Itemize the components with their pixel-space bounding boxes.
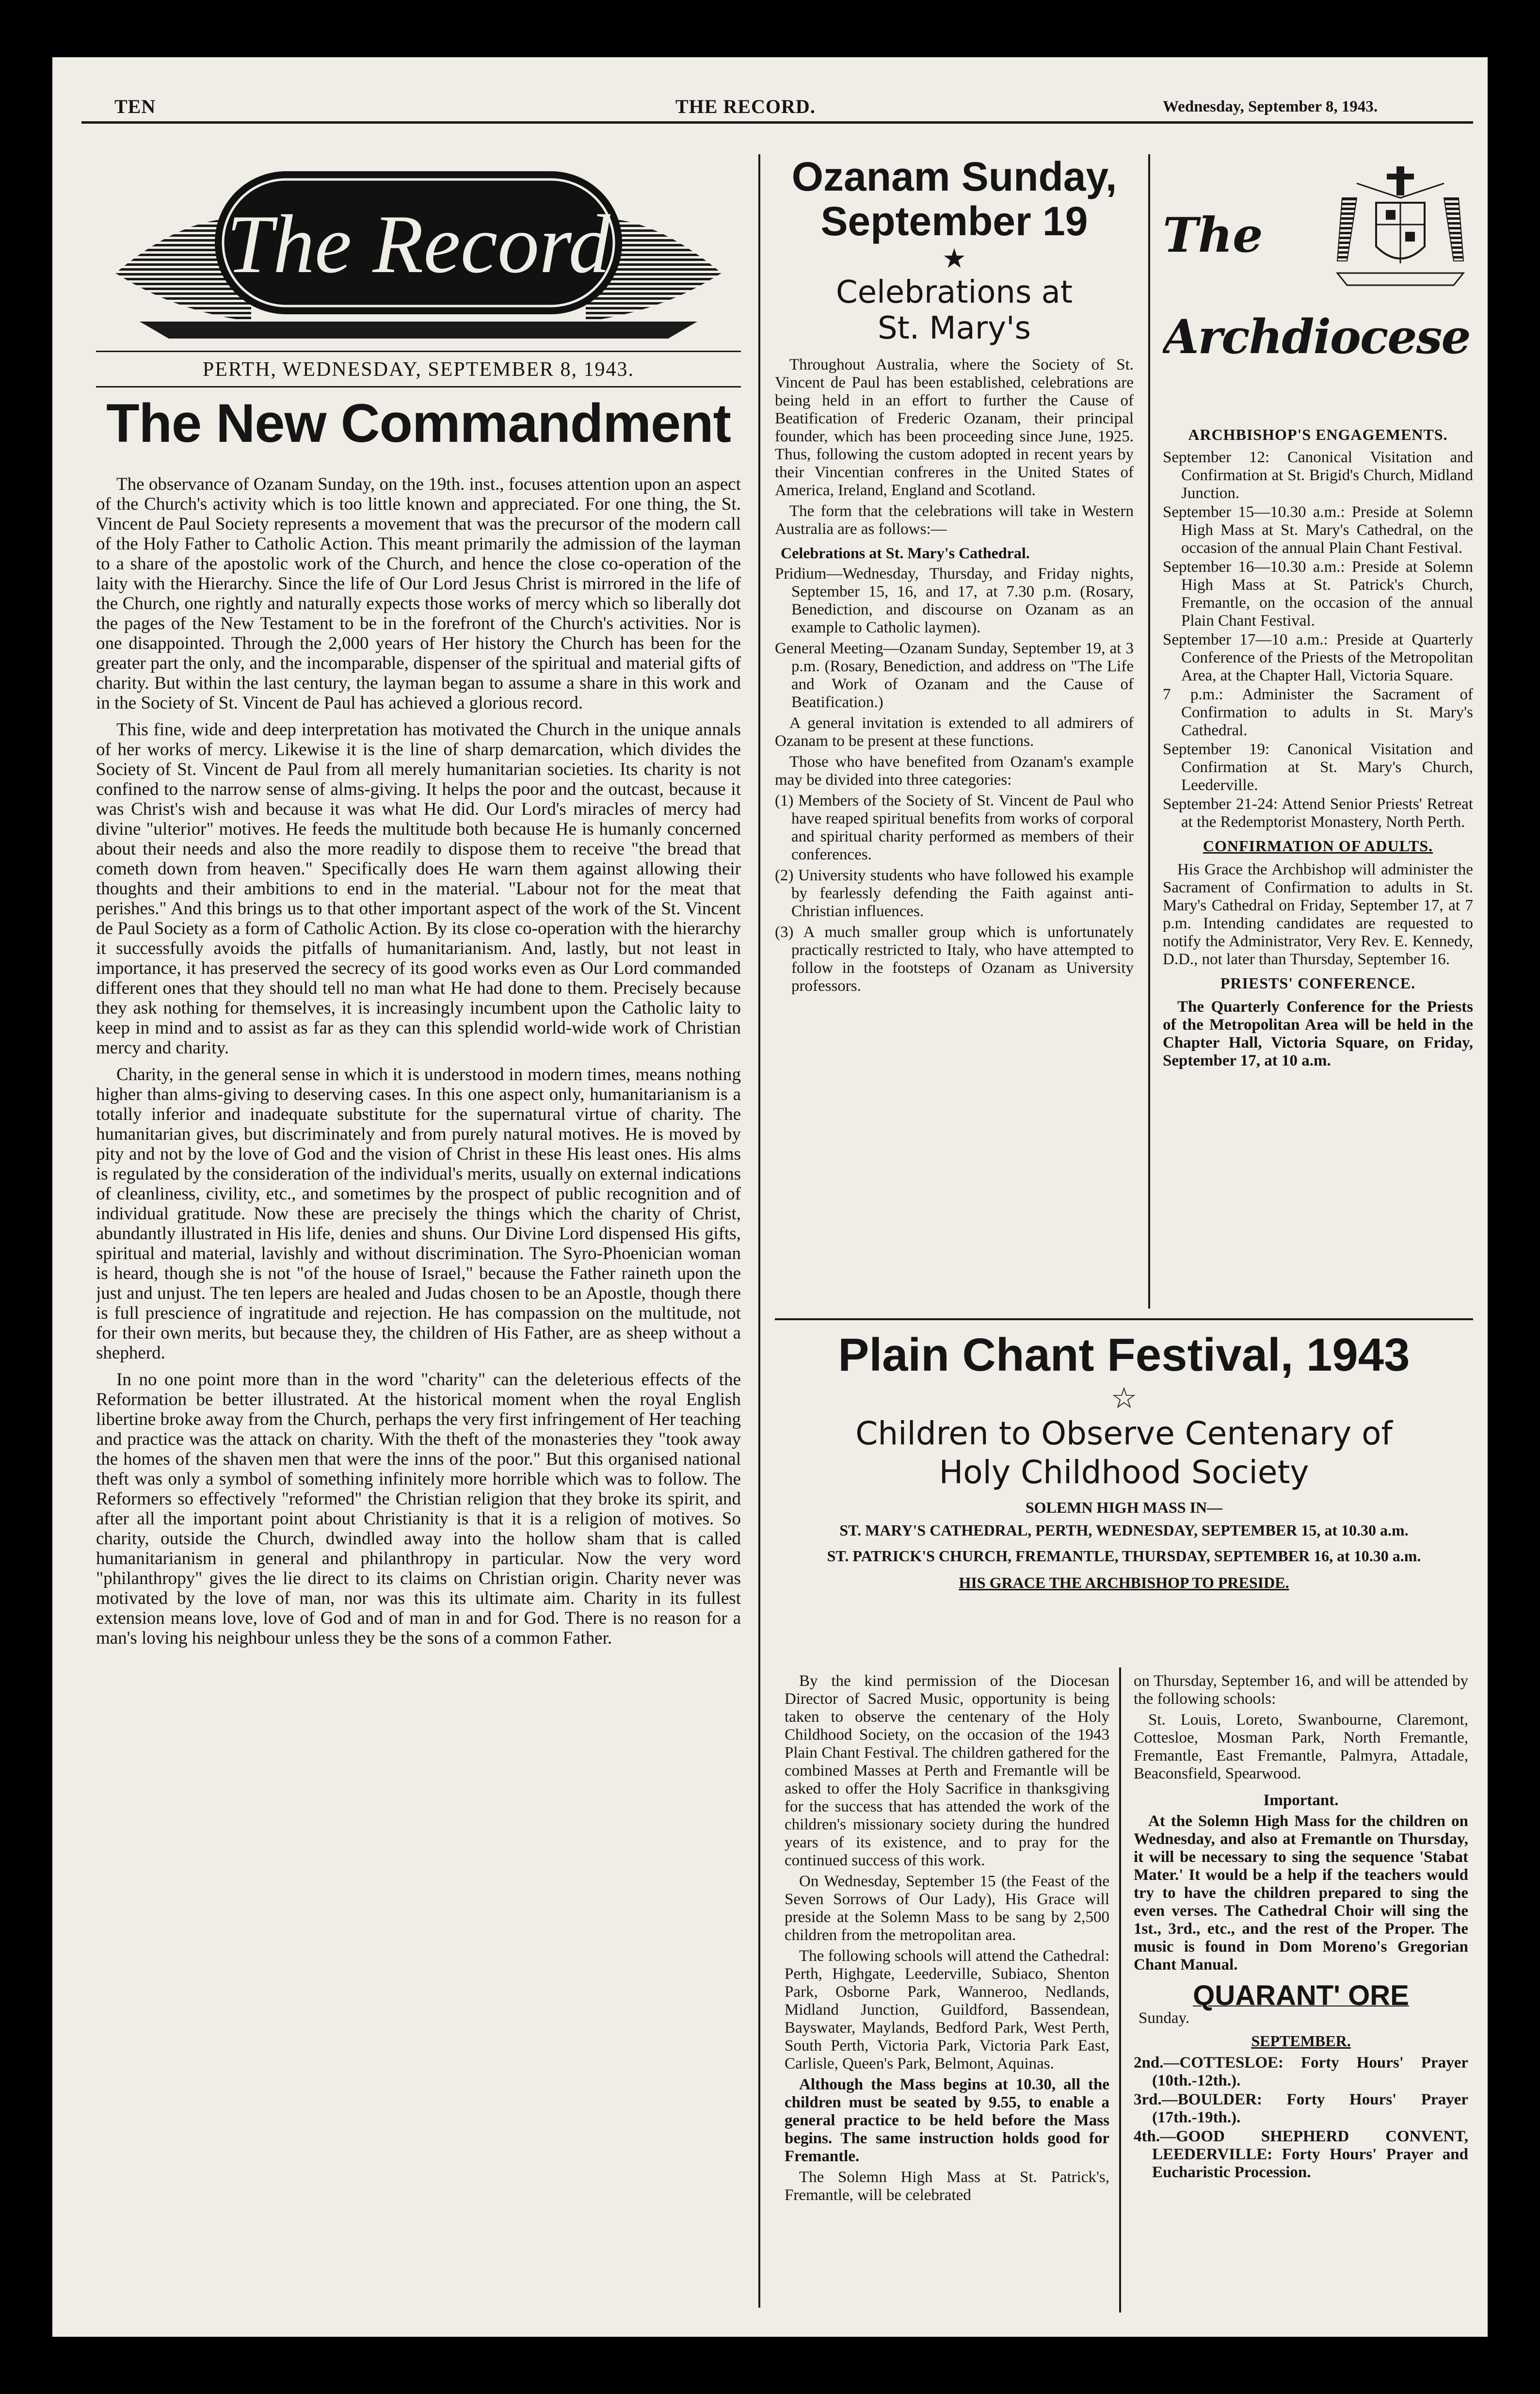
archdiocese-title-line1: The [1163,208,1263,263]
festival-header [775,1328,1473,1667]
engagement-3: September 16—10.30 a.m.: Preside at Solemn High Mass at St. Patrick's Church, Fremantle, on the occasion of the annual Plain Chant Festival. [1163,558,1473,630]
editorial-paragraph-2: This fine, wide and deep interpretation has motivated the Church in the unique annals of her works of mercy. Likewise it is the line of sharp demarcation, which divides the Society of St. Vincent de Paul from all merely humanitarian societies. Its charity is not confined to the narrow sense of alms-giving. It helps the poor and the outcast, because it was Christ's wish and because it was what He did. Our Lord's miracles of mercy had divine "ulterior" motives. He feeds the multitude both because He is humanly concerned about their needs and also the more readily to dispose them to receive "the bread that cometh down from heaven." Specifically does He warn them against allowing their thoughts and their ambitions to end in the material. "Labour not for the meat that perishes." And this brings us to that other important aspect of the work of the St. Vincent de Paul Society as a form of Catholic Action. By its close co-operation with the hierarchy it successfully avoids the pitfalls of humanitarianism. And, lastly, but not least in importance, it has preserved the secrecy of its good works even as Our Lord commanded different ones that they should tell no man what He had done to them. Precisely because they ask nothing for themselves, it is increasingly incumbent upon the Catholic laity to keep in mind and to assist as far as they can this splendid world-wide work of Christian mercy and charity. [96,720,741,1058]
engagements-heading: ARCHBISHOP'S ENGAGEMENTS. [1188,426,1448,443]
ozanam-subtitle-line1: Celebrations at [836,275,1073,310]
festival-instruction: Although the Mass begins at 10.30, all the children must be seated by 9.55, to enable a general practice to be held before the Mass begins. The same instruction holds good for Fremantle. [785,2076,1109,2165]
festival-preside: HIS GRACE THE ARCHBISHOP TO PRESIDE. [959,1574,1289,1591]
ozanam-invitation: A general invitation is extended to all admirers of Ozanam to be present at these functions. [775,714,1134,750]
editorial-dateline: PERTH, WEDNESDAY, SEPTEMBER 8, 1943. [202,358,635,381]
ozanam-benefited: Those who have benefited from Ozanam's example may be divided into three categories: [775,753,1134,789]
the-record-logo [96,162,741,375]
ozanam-cathedral-heading: Celebrations at St. Mary's Cathedral. [781,544,1030,562]
engagement-6: September 19: Canonical Visitation and Confirmation at St. Mary's Church, Leederville. [1163,741,1473,794]
festival-rule [775,1318,1473,1320]
festival-venue-2: ST. PATRICK'S CHURCH, FREMANTLE, THURSDAY, SEPTEMBER 16, at 10.30 a.m. [827,1547,1421,1565]
archdiocese-column [1163,154,1473,1318]
column-rule-festival [1119,1667,1121,2313]
quarant-title: QUARANT' ORE [1193,1980,1409,2011]
festival-paragraph-2: On Wednesday, September 15 (the Feast of the Seven Sorrows of Our Lady), His Grace will preside at the Solemn Mass to be sang by 2,500 children from the metropolitan area. [785,1873,1109,1944]
masthead-rule [81,121,1473,124]
engagement-7: September 21-24: Attend Senior Priests' Retreat at the Redemptorist Monastery, North Perth. [1163,795,1473,831]
festival-subtitle-line1: Children to Observe Centenary of [855,1415,1393,1452]
editorial-body [96,474,741,2298]
quarant-item-3: 4th.—GOOD SHEPHERD CONVENT, LEEDERVILLE: Forty Hours' Prayer and Eucharistic Procession. [1134,2128,1468,2181]
masthead-date: Wednesday, September 8, 1943. [1163,98,1378,115]
ozanam-item-1: Pridium—Wednesday, Thursday, and Friday nights, September 15, 16, and 17, at 7.30 p.m. (Rosary, Benediction, and discourse on Ozanam as an example to Catholic laymen). [775,565,1134,636]
star-icon: ★ [942,244,967,274]
quarant-month: SEPTEMBER. [1251,2032,1351,2050]
important-heading: Important. [1263,1792,1339,1809]
editorial-paragraph-3: Charity, in the general sense in which it is understood in modern times, means nothing higher than alms-giving to deserving cases. In this one aspect only, humanitarianism is a totally inferior and inadequate substitute for the supernatural virtue of charity. The humanitarian gives, but discriminately and from purely natural motives. He is moved by pity and not by the love of God and the vision of Christ in these His least ones. His alms is regulated by the consideration of the individual's merits, usually on external indications of cleanliness, civility, etc., and sometimes by the prospect of public recognition and of individual gratitude. Now these are precisely the things which the charity of Christ, abundantly illustrated in His life, denies and shuns. Our Divine Lord dispensed His gifts, spiritual and material, lavishly and without discrimination. The Syro-Phoenician woman is heard, though she is not "of the house of Israel," because the Father raineth upon the just and unjust. The ten lepers are healed and Judas chosen to be an Apostle, though there is full prescience of ingratitude and rejection. He has compassion on the multitude, not for their own merits, but because they, the children of His Father, are as sheep without a shepherd. [96,1065,741,1363]
engagement-4: September 17—10 a.m.: Preside at Quarterly Conference of the Priests of the Metropolitan Area, at the Chapter Hall, Victoria Square. [1163,631,1473,684]
ozanam-title-line1: Ozanam Sunday, [791,154,1117,199]
ozanam-form: The form that the celebrations will take in Western Australia are as follows:— [775,502,1134,538]
engagement-2: September 15—10.30 a.m.: Preside at Solemn High Mass at St. Mary's Cathedral, on the occasion of the annual Plain Chant Festival. [1163,503,1473,557]
ozanam-intro: Throughout Australia, where the Society of St. Vincent de Paul has been established, celebrations are being held in an effort to further the Cause of Beatification of Frederic Ozanam, their principal founder, which has been proceeding since June, 1925. Thus, following the custom adopted in recent years by their Vincentian confreres in the United States of America, Ireland, England and Scotland. [775,356,1134,499]
editorial-paragraph-1: The observance of Ozanam Sunday, on the 19th. inst., focuses attention upon an aspect of the Church's activity which is too little known and appreciated. For one thing, the St. Vincent de Paul Society represents a movement that was the precursor of the modern call of the Holy Father to Catholic Action. This meant primarily the admission of the layman to a share of the apostolic work of the Church, and hence the close co-operation of the laity with the Hierarchy. Since the life of Our Lord Jesus Christ is mirrored in the life of the Church, one rightly and naturally expects those works of mercy which so liberally dot the pages of the New Testament to be in the forefront of the Church's activities. Nor is one disappointed. Through the 2,000 years of Her history the Church has been for the greater part the only, and the incomparable, dispenser of the spiritual and material gifts of charity. But within the last century, the layman began to assume a share in this work and in the Society of St. Vincent de Paul has achieved a glorious record. [96,474,741,713]
festival-column-2 [1134,1672,1468,2313]
conference-text: The Quarterly Conference for the Priests of the Metropolitan Area will be held in the Chapter Hall, Victoria Square, on Friday, September 17, at 10 a.m. [1163,998,1473,1069]
archdiocese-title-line2: Archdiocese [1163,309,1470,364]
logo-rule-bottom [96,386,741,388]
ozanam-category-1: (1) Members of the Society of St. Vincent de Paul who have reaped spiritual benefits from works of corporal and spiritual charity performed as members of their conferences. [775,792,1134,863]
page-number: TEN [114,96,156,117]
ozanam-article [775,154,1134,1309]
quarant-item-2: 3rd.—BOULDER: Forty Hours' Prayer (17th.-19th.). [1134,2091,1468,2126]
important-text: At the Solemn High Mass for the children on Wednesday, and also at Fremantle on Thursday, it will be necessary to sing the sequence 'Stabat Mater.' It would be a help if the teachers would try to have the children prepared to sing the even verses. The Cathedral Choir will sing the 1st., 3rd., etc., and the rest of the Proper. The music is found in Dom Moreno's Gregorian Chant Manual. [1134,1812,1468,1973]
conference-heading: PRIESTS' CONFERENCE. [1220,974,1416,992]
logo-rule-top [96,351,741,352]
festival-col2-paragraph-2: St. Louis, Loreto, Swanbourne, Claremont, Cottesloe, Mosman Park, North Fremantle, Fremantle, East Fremantle, Palmyra, Attadale, Beaconsfield, Spearwood. [1134,1711,1468,1782]
confirmation-heading: CONFIRMATION OF ADULTS. [1203,837,1433,855]
coat-of-arms-icon [1328,164,1473,305]
festival-paragraph-1: By the kind permission of the Diocesan Director of Sacred Music, opportunity is being taken to observe the centenary of the Holy Childhood Society, on the occasion of the 1943 Plain Chant Festival. The children gathered for the combined Masses at Perth and Fremantle will be asked to offer the Holy Sacrifice in thanksgiving for the success that has attended the work of the children's missionary society during the hundred years of its existence, and to pray for the continued success of this work. [785,1672,1109,1869]
festival-paragraph-last: The Solemn High Mass at St. Patrick's, Fremantle, will be celebrated [785,2168,1109,2204]
ozanam-category-3: (3) A much smaller group which is unfortunately practically restricted to Italy, who have attempted to follow in the footsteps of Ozanam as University professors. [775,923,1134,995]
ozanam-item-2: General Meeting—Ozanam Sunday, September 19, at 3 p.m. (Rosary, Benediction, and address on "The Life and Work of Ozanam and the Cause of Beatification.) [775,640,1134,711]
paper-name: THE RECORD. [675,96,816,117]
ozanam-title-line2: September 19 [820,198,1088,244]
editorial-paragraph-4: In no one point more than in the word "charity" can the deleterious effects of the Reformation be better illustrated. At the historical moment when the royal English libertine broke away from the Church, perhaps the very first infringement of Her teaching and practice was the attack on charity. With the theft of the monasteries they "took away the homes of the shaven men that were the inns of the poor." But this organised national theft was only a symbol of something infinitely more horrible which was to follow. The Reformers so effectively "reformed" the Christian religion that they broke its spirit, and after all the important point about Christianity is that it is a religion of motives. So charity, outside the Church, dwindled away into the hollow sham that is called humanitarianism in general and philanthropy in particular. Now the very word "philanthropy" gives the lie direct to its claims on Christian origin. Charity never was motivated by the love of man, nor was this its ultimate aim. Charity in its fullest extension means love, love of God and of man in and for God. There is no reason for a man's loving his neighbour unless they be the sons of a common Father. [96,1370,741,1648]
festival-subtitle-line2: Holy Childhood Society [939,1454,1309,1491]
newspaper-page [52,57,1488,2337]
column-rule-right [1148,154,1150,1309]
festival-title: Plain Chant Festival, 1943 [838,1329,1410,1381]
quarant-sunday: Sunday. [1139,2009,1190,2027]
festival-venue-1: ST. MARY'S CATHEDRAL, PERTH, WEDNESDAY, SEPTEMBER 15, at 10.30 a.m. [839,1521,1409,1539]
logo-text: The Record [226,198,610,291]
confirmation-text: His Grace the Archbishop will administer the Sacrament of Confirmation to adults in St. Mary's Cathedral on Friday, September 17, at 7 p.m. Intending candidates are requested to notify the Administrator, Very Rev. E. Kennedy, D.D., not later than Thursday, September 16. [1163,861,1473,968]
ozanam-category-2: (2) University students who have followed his example by fearlessly defending the Faith against anti-Christian influences. [775,867,1134,920]
engagement-5: 7 p.m.: Administer the Sacrament of Confirmation to adults in St. Mary's Cathedral. [1163,686,1473,739]
festival-paragraph-3: The following schools will attend the Cathedral: Perth, Highgate, Leederville, Subiaco, Shenton Park, Osborne Park, Wanneroo, Nedlands, Midland Junction, Guildford, Bassendean, Bayswater, Maylands, Bedford Park, West Perth, South Perth, Victoria Park, Victoria Park East, Carlisle, Queen's Park, Belmont, Aquinas. [785,1947,1109,2072]
festival-col2-paragraph-1: on Thursday, September 16, and will be attended by the following schools: [1134,1672,1468,1708]
ozanam-subtitle-line2: St. Mary's [878,310,1031,346]
festival-column-1 [785,1672,1109,2303]
engagement-1: September 12: Canonical Visitation and Confirmation at St. Brigid's Church, Midland Junction. [1163,449,1473,502]
editorial-headline: The New Commandment [106,393,731,453]
quarant-item-1: 2nd.—COTTESLOE: Forty Hours' Prayer (10th.-12th.). [1134,2054,1468,2089]
festival-mass-heading: SOLEMN HIGH MASS IN— [1025,1499,1223,1516]
star-outline-icon: ☆ [1111,1382,1137,1414]
column-rule-left [758,154,760,2308]
